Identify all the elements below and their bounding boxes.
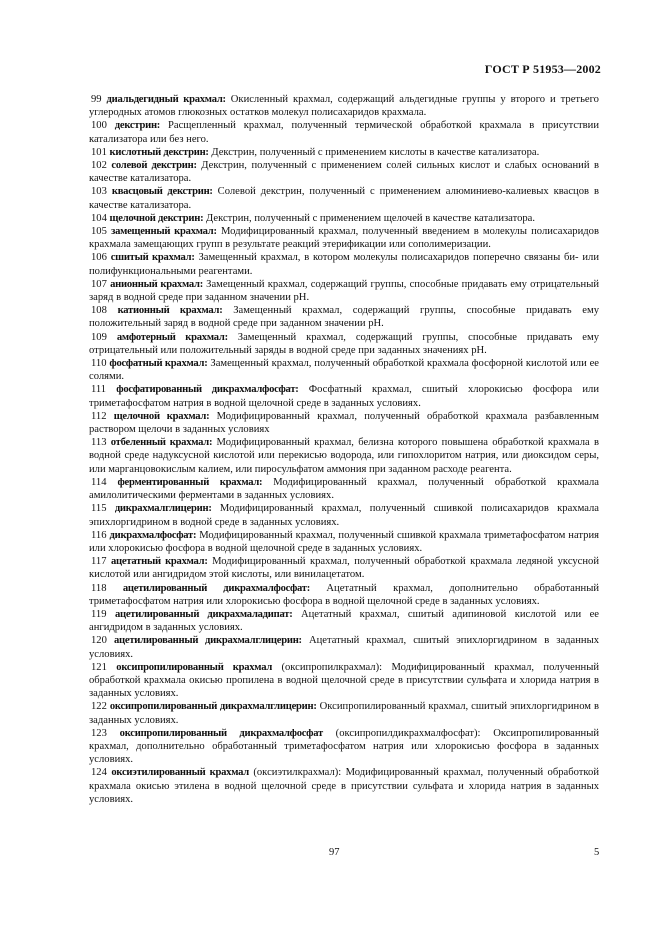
term-entry bbox=[89, 410, 599, 436]
term-entry bbox=[89, 634, 599, 660]
term-definition: Модифицированный крахмал, белизна которого повышена обработкой крахмала в водной среде надуксусной кислотой или перекисью водорода, или гипохлоритом натрия, или диоксидом серы, или марганцовокислым калием, или пиросульфатом аммония при заданном расходе реагента. bbox=[89, 437, 599, 475]
term-number: 113 bbox=[91, 437, 107, 449]
term-number: 121 bbox=[91, 661, 107, 673]
term-number: 116 bbox=[91, 529, 107, 541]
term-name: дикрахмалфосфат: bbox=[109, 529, 197, 541]
term-number: 114 bbox=[91, 476, 107, 488]
term-number: 101 bbox=[91, 146, 107, 158]
term-definition: Фосфатный крахмал, сшитый хлорокисью фосфора или триметафосфатом натрия в водной щелочной среде в заданных условиях. bbox=[89, 384, 600, 409]
term-entry bbox=[89, 93, 599, 119]
term-name: декстрин: bbox=[114, 120, 161, 132]
term-definition: (оксипропилкрахмал): Модифицированный крахмал, полученный обработкой крахмала окисью пропилена в водной щелочной среде в присутствии сульфата и хлорида натрия в заданных условиях. bbox=[89, 661, 599, 700]
term-name: оксипропилированный дикрахмалглицерин: bbox=[109, 701, 317, 713]
term-entry bbox=[89, 185, 599, 211]
term-name: щелочной декстрин: bbox=[109, 212, 204, 224]
term-definition: Оксипропилированный крахмал, сшитый эпихлоргидрином в заданных условиях. bbox=[89, 701, 599, 726]
term-name: дикрахмалглицерин: bbox=[114, 503, 212, 515]
term-definition: Замещенный крахмал, в котором молекулы полисахаридов поперечно связаны би- или полифункциональными реагентами. bbox=[89, 252, 599, 277]
term-entry bbox=[89, 766, 599, 806]
term-entry bbox=[89, 119, 599, 145]
term-definition: Модифицированный крахмал, полученный введением в молекулы полисахаридов крахмала замещающих групп в результате реакций этерификации или сополимеризации. bbox=[89, 226, 599, 251]
term-definition: Ацетатный крахмал, сшитый эпихлоргидрином в заданных условиях. bbox=[89, 635, 600, 660]
term-definition: Замещенный крахмал, полученный обработкой крахмала фосфорной кислотой или ее солями. bbox=[89, 358, 600, 383]
term-entry bbox=[89, 251, 599, 277]
term-entry bbox=[89, 661, 599, 701]
term-entry bbox=[89, 502, 599, 528]
term-number: 107 bbox=[91, 278, 107, 290]
term-number: 102 bbox=[91, 160, 107, 172]
term-entry bbox=[89, 146, 599, 159]
sheet-number: 5 bbox=[594, 847, 600, 858]
term-entry bbox=[89, 278, 599, 304]
term-number: 105 bbox=[91, 226, 107, 238]
term-definition: Ацетатный крахмал, дополнительно обработанный триметафосфатом натрия или хлорокисью фосфора в водной щелочной среде в заданных условиях. bbox=[89, 582, 599, 607]
term-number: 111 bbox=[91, 384, 107, 396]
term-number: 118 bbox=[91, 582, 107, 594]
term-definition: Расщепленный крахмал, полученный термической обработкой крахмала в присутствии катализатора или без него. bbox=[89, 120, 599, 145]
document-page-number: 97 bbox=[329, 847, 340, 858]
term-number: 104 bbox=[91, 212, 107, 224]
term-number: 123 bbox=[91, 727, 107, 739]
term-definition: Модифицированный крахмал, полученный обработкой крахмала амилолитическими ферментами в заданных условиях. bbox=[89, 476, 599, 502]
term-entry bbox=[89, 476, 599, 502]
term-name: кислотный декстрин: bbox=[109, 146, 209, 158]
term-name: фосфатный крахмал: bbox=[109, 358, 208, 370]
term-number: 112 bbox=[91, 410, 107, 422]
term-name: амфотерный крахмал: bbox=[116, 331, 228, 343]
term-definition: Модифицированный крахмал, полученный обработкой крахмала ледяной уксусной кислотой или ангидридом этой кислоты, или винилацетатом. bbox=[89, 556, 600, 581]
term-definition: Модифицированный крахмал, полученный обработкой крахмала разбавленным раствором щелочи в заданных условиях bbox=[89, 410, 599, 436]
term-name: диальдегидный крахмал: bbox=[106, 94, 226, 105]
term-name: отбеленный крахмал: bbox=[110, 437, 213, 449]
term-entry bbox=[89, 225, 599, 251]
standard-designation: ГОСТ Р 51953—2002 bbox=[484, 62, 601, 76]
term-entry bbox=[89, 304, 599, 330]
term-definition: Модифицированный крахмал, полученный сшивкой крахмала триметафосфатом натрия или хлорокисью фосфора в водной щелочной среде в заданных условиях. bbox=[89, 529, 599, 554]
term-definition: Ацетатный крахмал, сшитый адипиновой кислотой или ее ангидридом в заданных условиях. bbox=[89, 608, 600, 634]
term-number: 99 bbox=[91, 94, 102, 105]
term-name: щелочной крахмал: bbox=[113, 410, 210, 422]
term-entry bbox=[89, 700, 599, 726]
term-number: 106 bbox=[91, 252, 107, 264]
term-definition: Декстрин, полученный с применением кислоты в качестве катализатора. bbox=[211, 146, 540, 158]
term-entry bbox=[89, 159, 599, 185]
term-definition: Декстрин, полученный с применением солей сильных кислот и слабых оснований в качестве катализатора. bbox=[89, 160, 599, 185]
term-name: анионный крахмал: bbox=[110, 278, 203, 290]
term-number: 100 bbox=[91, 120, 107, 132]
term-name: оксиэтилированный крахмал bbox=[111, 767, 249, 779]
term-number: 117 bbox=[91, 556, 107, 568]
term-definition: Модифицированный крахмал, полученный сшивкой полисахаридов крахмала эпихлоргидрином в водной среде в заданных условиях. bbox=[89, 503, 599, 528]
term-definition: Солевой декстрин, полученный с применением алюминиево-калиевых квасцов в качестве катализатора. bbox=[89, 186, 599, 211]
term-number: 110 bbox=[91, 358, 107, 370]
term-entry bbox=[89, 331, 599, 357]
term-name: оксипропилированный крахмал bbox=[116, 661, 273, 673]
term-entry bbox=[89, 582, 599, 608]
term-name: замещенный крахмал: bbox=[111, 226, 217, 238]
term-name: квасцовый декстрин: bbox=[111, 186, 213, 198]
term-name: сшитый крахмал: bbox=[110, 252, 195, 264]
term-definition: Замещенный крахмал, содержащий группы, способные придавать ему положительный заряд в водной среде при заданном значении рН. bbox=[89, 305, 599, 330]
term-name: ацетилированный дикрахмаладипат: bbox=[114, 608, 293, 620]
term-name: ацетатный крахмал: bbox=[110, 556, 208, 568]
term-entry bbox=[89, 383, 599, 409]
term-name: фосфатированный дикрахмалфосфат: bbox=[116, 384, 299, 396]
term-number: 109 bbox=[91, 331, 107, 343]
term-definition: Замещенный крахмал, содержащий группы, способные придавать ему отрицательный или положительный заряды в водной среде при заданных значениях рН. bbox=[89, 331, 599, 356]
term-number: 124 bbox=[91, 767, 107, 779]
term-name: оксипропилированный дикрахмалфосфат bbox=[119, 727, 323, 739]
term-entry bbox=[89, 529, 599, 555]
term-name: катионный крахмал: bbox=[117, 305, 223, 317]
term-definition: Окисленный крахмал, содержащий альдегидные группы у второго и третьего углеродных атомов глюкозных остатков молекул полисахаридов крахмала. bbox=[89, 94, 599, 119]
term-number: 115 bbox=[91, 503, 107, 515]
term-name: ацетилированный дикрахмалглицерин: bbox=[113, 635, 302, 647]
term-entry bbox=[89, 555, 599, 581]
term-entry bbox=[89, 608, 599, 634]
term-definition: Замещенный крахмал, содержащий группы, способные придавать ему отрицательный заряд в водной среде при заданном значении рН. bbox=[89, 278, 599, 304]
term-number: 122 bbox=[91, 701, 107, 713]
terms-list bbox=[89, 93, 599, 806]
term-number: 108 bbox=[91, 305, 107, 317]
term-name: ацетилированный дикрахмалфосфат: bbox=[122, 582, 311, 594]
term-definition: (оксипропилдикрахмалфосфат): Оксипропилированный крахмал, дополнительно обработанный триметафосфатом натрия или хлорокисью фосфора в заданных условиях. bbox=[89, 727, 599, 766]
term-number: 119 bbox=[91, 608, 107, 620]
term-entry bbox=[89, 357, 599, 383]
term-number: 120 bbox=[91, 635, 107, 647]
term-definition: (оксиэтилкрахмал): Модифицированный крахмал, полученный обработкой крахмала окисью этилена в водной щелочной среде в присутствии сульфата и хлорида натрия в заданных условиях. bbox=[89, 767, 599, 805]
term-name: ферментированный крахмал: bbox=[117, 476, 263, 488]
term-entry bbox=[89, 727, 599, 767]
term-number: 103 bbox=[91, 186, 107, 198]
term-definition: Декстрин, полученный с применением щелочей в качестве катализатора. bbox=[206, 212, 536, 224]
term-entry bbox=[89, 212, 599, 225]
term-name: солевой декстрин: bbox=[111, 160, 197, 172]
term-entry bbox=[89, 436, 599, 476]
